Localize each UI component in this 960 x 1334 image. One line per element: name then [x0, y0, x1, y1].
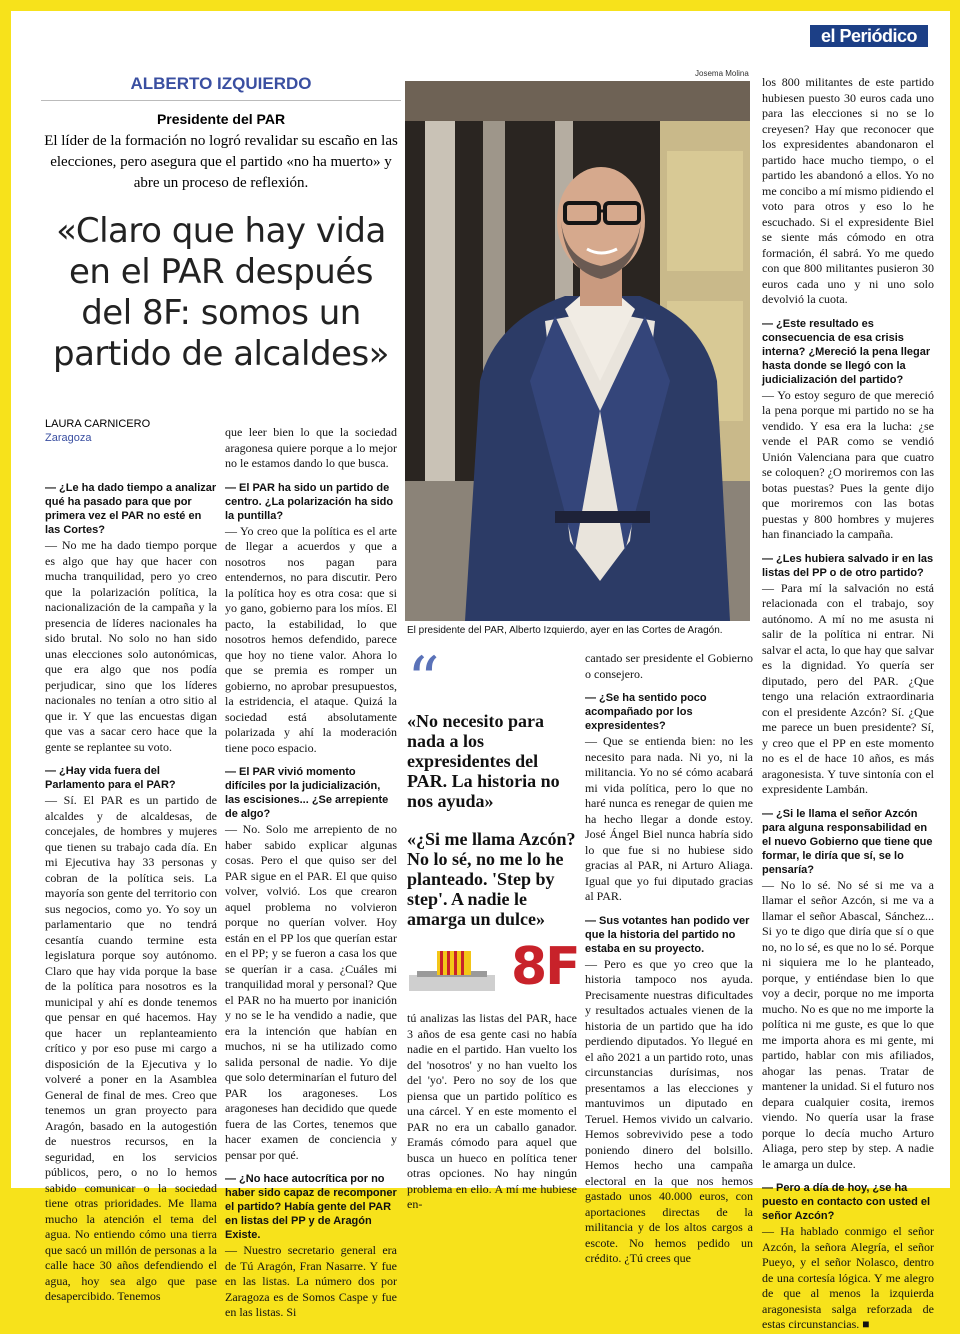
interview-answer: — Nuestro secretario general era de Tú Aragón, Fran Nasarre. Y fue en las listas. La número dos por Zaragoza es de Somos Caspe y fue en las listas. Si — [225, 1243, 397, 1319]
interview-answer: — Yo creo que la política es el arte de llegar a acuerdos y que a nosotros nos pagan para entendernos, no para discutir. Pero la política hoy es otra cosa: que si yo gano, gobierno para los míos. El pacto, la estabilidad, lo que nosotros hemos defendido, parece que hoy no tiene valor. Ahora lo que se premia es romper un gobierno, no aprobar presupuestos, la estridencia, el ataque. Quizá la sociedad está absolutamente polarizada y ahí la moderación tiene poco espacio. — [225, 523, 397, 755]
portrait-photo — [405, 81, 750, 621]
interview-answer: los 800 militantes de este partido hubiesen puesto 30 euros cada uno para las elecciones si no se lo creyesen? Hay que reconocer que los expresidentes abandonaron el partido hace mucho tiempo, o el partido les abandonó a ellos. Yo no me concibo a mí mismo pidiendo el voto para otros y eso lo he escuchado. Si el expresidente Biel se siente más cómodo en otra formación, él sabrá. Yo me quedo con que 800 militantes pusieron 30 euros cada uno y ni uno solo devolvió la cuota. — [762, 75, 934, 306]
text-column-5 — [762, 75, 934, 1334]
pullquote-2: «¿Si me llama Azcón? No lo sé, no me lo he planteado. 'Step by step'. A nadie le amarga un dulce» — [407, 829, 576, 929]
intro-text: El líder de la formación no logró revalidar su escaño en las elecciones, pero asegura que el partido «no ha muerto» y abre un proceso de reflexión. — [44, 133, 398, 191]
interview-answer: — Yo estoy seguro de que mereció la pena porque mi partido no se ha vendido. Y esa era la lucha: ¿se vende el PAR como se vendió Unión Valenciana para que cuatro se coloquen? ¿O moriremos con las botas puestas? Pues la gente dijo que moriremos con las botas puestas y 800 hombres y mujeres han financiado la campaña. — [762, 387, 934, 541]
interview-question: — ¿Le ha dado tiempo a analizar qué ha pasado para que por primera vez el PAR no esté en las Cortes? — [45, 482, 217, 536]
interview-question: — ¿No hace autocrítica por no haber sido capaz de recomponer el partido? Había gente del PAR en listas del PP y de Aragón Existe. — [225, 1173, 397, 1241]
masthead-logo: el Periódico — [810, 25, 928, 47]
quote-mark-icon: “ — [407, 644, 440, 718]
interviewee-role: Presidente del PAR — [156, 111, 286, 127]
pullquote-1: «No necesito para nada a los expresidentes del PAR. La historia no nos ayuda» — [407, 711, 560, 811]
byline — [45, 417, 150, 445]
election-badge: 8F — [511, 937, 579, 997]
author-name: LAURA CARNICERO — [45, 418, 151, 430]
portrait-illustration — [405, 81, 750, 621]
text-column-3 — [407, 1011, 577, 1214]
interview-answer: cantado ser presidente el Gobierno o consejero. — [585, 651, 753, 681]
photo-caption: El presidente del PAR, Alberto Izquierdo, ayer en las Cortes de Aragón. — [407, 625, 723, 636]
interview-question: — ¿Hay vida fuera del Parlamento para el PAR? — [45, 765, 176, 791]
text-column-4 — [585, 651, 753, 1268]
interview-answer: — No me ha dado tiempo porque es algo que hay que hacer con mucha tranquilidad, pero yo creo que la polarización política, la nacionalización de la campaña y la presencia de líderes nacionales ha sido brutal. No solo no han sido unas elecciones solo autonómicas, que era algo que nos podía perjudicar, sino que los líderes nacionales no tenían a otro sitio al que ir. Y que las encuestas digan que vas a sacar cero hace que la gente se replantee su voto. — [45, 538, 217, 754]
interview-question: — ¿Se ha sentido poco acompañado por los expresidentes? — [585, 692, 707, 732]
author-city: Zaragoza — [45, 432, 92, 444]
interview-answer: que leer bien lo que la sociedad aragonesa quiere porque a lo mejor no le estamos dando lo que busca. — [225, 425, 397, 470]
interview-answer: — Pero es que yo creo que la historia tampoco nos ayuda. Precisamente nuestras dificultades y resultados actuales vienen de la historia de un partido que ha ido perdiendo diputados. Yo llegué en el año 2021 a un partido roto, unas circunstancias durísimas, nos presentamos a las elecciones y mantuvimos un diputado en Teruel. Hemos vivido un calvario. Hemos sobrevivido pese a todo poniendo dinero del bolsillo. Hemos hecho una campaña electoral en la que nos hemos gastado unos 40.000 euros, con aportaciones directas de la militancia y de los altos cargos a escote. No hemos pedido un crédito. ¿Tú crees que — [585, 956, 753, 1265]
interview-question: — El PAR ha sido un partido de centro. ¿La polarización ha sido la puntilla? — [225, 481, 394, 522]
interview-question: — Sus votantes han podido ver que la historia del partido no estaba en su proyecto. — [585, 914, 750, 955]
interview-answer: — Que se entienda bien: no les necesito para nada. Ni yo, ni la militancia. Yo no sé cómo acabará mi vida política, pero lo que no haré nunca es renegar de quien me ha hecho llegar a donde estoy. José Ángel Biel nunca habría sido lo que fue si no hubiese sido gracias al PAR, ni Arturo Aliaga. Igual que yo fui diputado gracias al PAR. — [585, 734, 753, 903]
interview-question: — ¿Si le llama el señor Azcón para alguna responsabilidad en el nuevo Gobierno que tiene que formar, le diría que sí, se lo pensaría? — [762, 807, 933, 876]
interview-answer: — Para mí la salvación no está relacionada con el trabajo, soy autónomo. A mí no me asusta ni salir de la política ni entrar. Ni salvar el acta, lo que hay que salvar es la dignidad. Yo quería ser diputado, pero del PAR. ¿Que tengo una relación extraordinaria con el presidente Azcón? Sí. ¿Que me parece un buen presidente? Sí, y creo que el PP en este momento no es el de hace 10 años, es más aragonesista. Y tuve sintonía con el expresidente Lambán. — [762, 580, 934, 796]
text-column-1 — [45, 481, 217, 1306]
photo-credit: Josema Molina — [695, 69, 749, 78]
interview-answer: — No. Solo me arrepiento de no haber sabido explicar algunas cosas. Pero el que quiso ser del PAR sigue en el PAR. El que quiso volver, volvió. Los que crearon aquel problema no volvieron porque no querían volver. Hoy están en el PP los que querían estar en el PP; y se fueron a casa los que se querían ir a casa. ¿Cuáles mi tranquilidad moral y personal? Que el PAR no ha muerto por inanición y no se le ha vendido a nadie, que era la intención que habían en muchos, ni se ha utilizado como salida personal de nadie. Yo dije que solo determinarían el futuro del PAR los aragoneses. Los aragoneses han decidido que quede fuera de las Cortes, tenemos que hacer examen de conciencia y pensar por qué. — [225, 822, 397, 1162]
newspaper-page — [11, 11, 950, 1331]
text-column-2 — [225, 425, 397, 1322]
interview-answer: tú analizas las listas del PAR, hace 3 años de esa gente casi no había nadie en el partido. Han vuelto los del 'nosotros' y no han vuelto los del 'yo'. Pero no soy de los que piensa que un partido político es una cárcel. Y en este momento el PAR no era un caballo ganador. Eramás cómodo para aquel que busca un hueco en política tener otras opciones. No hay ningún problema en ello. A mí me hubiese en- — [407, 1011, 577, 1211]
ballot-flag-icon — [407, 949, 497, 993]
interview-answer: — Sí. El PAR es un partido de alcaldes y de alcaldesas, de concejales, de hombres y mujeres que tienen su trabajo cada día. En mi Ejecutiva hay 33 personas y cobran de la política seis. La mayoría son gente del territorio con sus negocios, como yo. Yo soy un parlamentario que no tendrá cesantía cuando termine esta legislatura porque soy autónomo. Claro que hay vida porque la base de la política para nosotros es la municipal y ahí es donde tenemos que pensar en qué hacemos. Hay que hacer un replanteamiento crítico y por eso puse mi cargo a disposición de la Ejecutiva y lo volveré a poner en la Asamblea General de final de mes. Creo que tenemos un gran proyecto para Aragón, basado en la autogestión de nuestros recursos, en la seguridad, en los servicios públicos, pero, o no lo hemos sabido comunicar o la sociedad tiene otras prioridades. Me llama mucho la atención el tema del agua. No entiendo cómo una tierra que sacó un millón de personas a la calle hace 30 años defendiendo el agua, hoy sea algo que pase desapercibido. Tenemos — [45, 793, 217, 1303]
interview-question: — El PAR vivió momento difíciles por la judicialización, las escisiones... ¿Se arrepiente de algo? — [225, 766, 389, 820]
interview-question: — Pero a día de hoy, ¿se ha puesto en contacto con usted el señor Azcón? — [762, 1182, 931, 1222]
headline: «Claro que hay vida en el PAR después del 8F: somos un partido de alcaldes» — [53, 211, 389, 374]
interview-question: — ¿Les hubiera salvado ir en las listas del PP o de otro partido? — [762, 552, 934, 579]
interviewee-name: ALBERTO IZQUIERDO — [41, 74, 401, 101]
interview-answer: — No lo sé. No sé si me va a llamar el señor Azcón, si me va a llamar el señor Abascal, Sánchez... Si yo te digo que diría que sí o que no, no lo sé, es que no lo sé. Porque ni siquiera me lo he planteado, porque, y entiéndase bien lo que voy a decir, porque no me importa mucho. No es que no me importe la política ni me guste, es que lo que me importa ahora es mi gente, mi partido, hablar con mis afiliados, ahogar las penas. Tratar de mantener la unidad. Si el futuro nos depara cualquier cosita, iremos viendo. No quería usar la frase porque lo decía mucho Arturo Aliaga, pero step by step. A nadie le amarga un dulce. — [762, 877, 934, 1171]
interview-question: — ¿Este resultado es consecuencia de esa crisis interna? ¿Mereció la pena llegar hasta donde se llegó con la judicialización del partido? — [762, 317, 931, 386]
interview-answer: — Ha hablado conmigo el señor Azcón, la señora Alegría, el señor Pueyo, y el señor Nolasco, dentro de una cortesía lógica. Y me alegro de que al menos la izquierda aragonesista salga reforzada de estas circunstancias. ■ — [762, 1224, 934, 1331]
